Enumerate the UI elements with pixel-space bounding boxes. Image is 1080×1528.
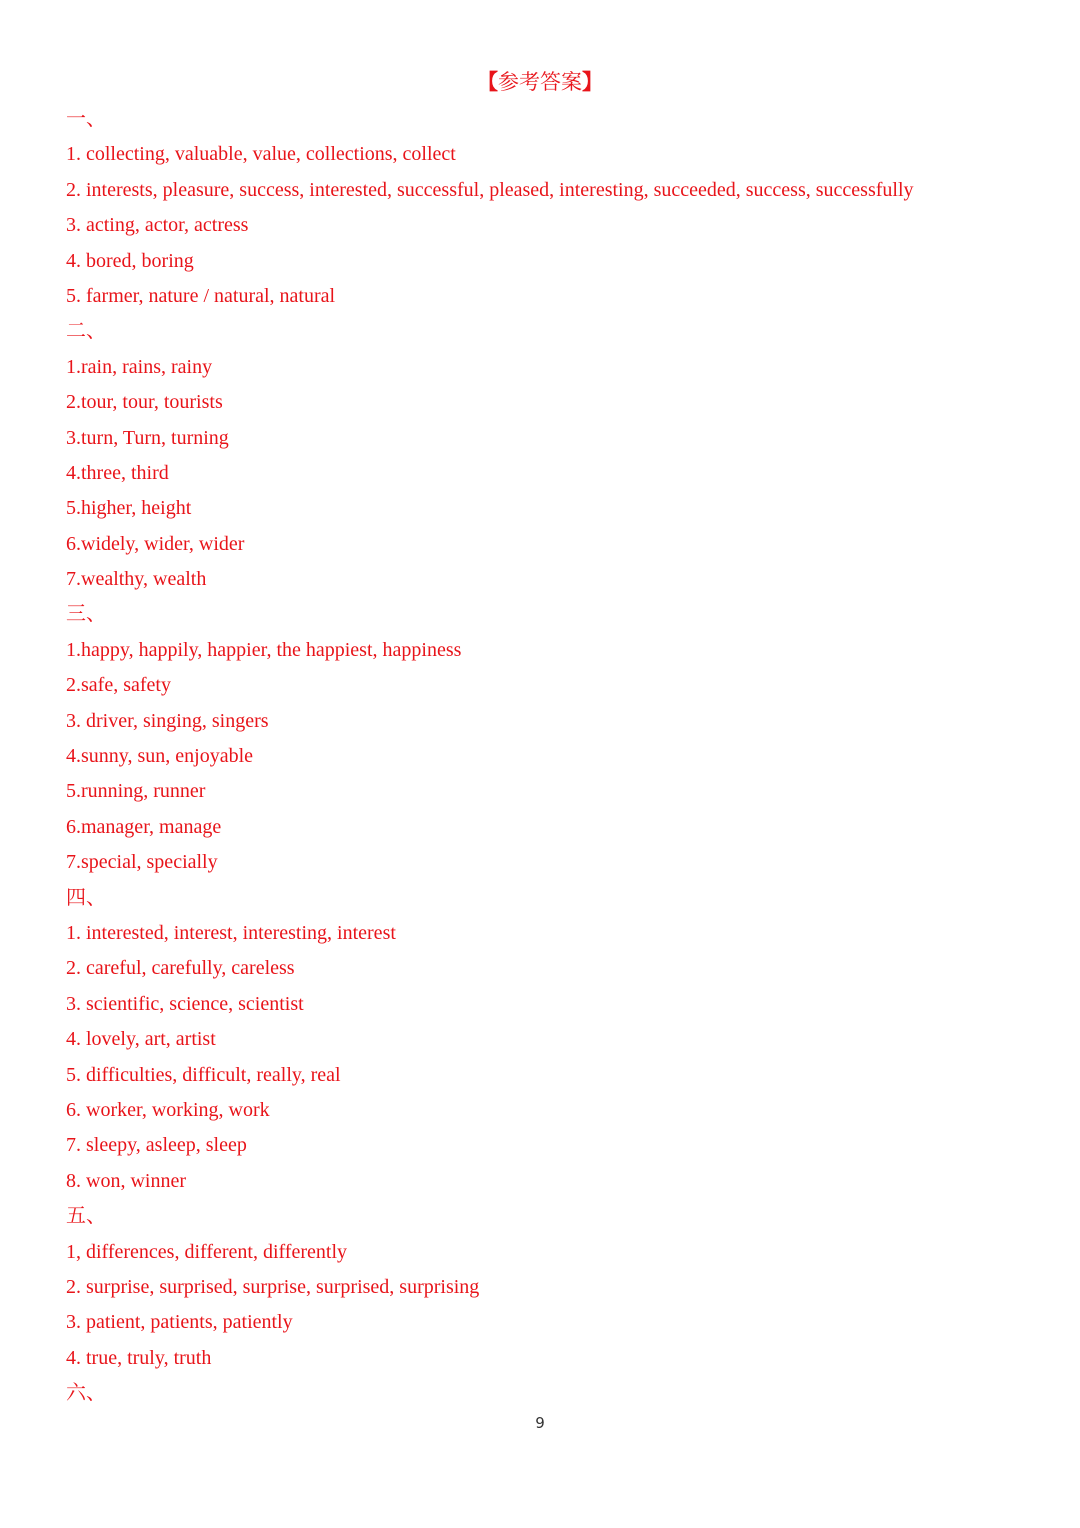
answer-list bbox=[66, 102, 1026, 1411]
answer-line: 4.three, third bbox=[66, 461, 169, 484]
answer-line: 2. careful, carefully, careless bbox=[66, 957, 295, 980]
answer-line: 4.sunny, sun, enjoyable bbox=[66, 745, 254, 768]
answer-line: 1. interested, interest, interesting, interest bbox=[66, 921, 396, 944]
answer-line: 6. worker, working, work bbox=[66, 1098, 270, 1121]
answer-line: 2. surprise, surprised, surprise, surprised, surprising bbox=[66, 1275, 480, 1298]
answer-line: 3. scientific, science, scientist bbox=[66, 992, 304, 1015]
answer-line: 8. won, winner bbox=[66, 1169, 186, 1192]
title-text: 参考答案 bbox=[498, 70, 582, 94]
answer-line: 3. acting, actor, actress bbox=[66, 214, 249, 237]
answer-line: 2.tour, tour, tourists bbox=[66, 391, 223, 414]
answer-line: 1. collecting, valuable, value, collections, collect bbox=[66, 143, 456, 166]
answer-line: 5.higher, height bbox=[66, 497, 192, 520]
section-heading: 一、 bbox=[66, 108, 106, 130]
answer-line: 7. sleepy, asleep, sleep bbox=[66, 1134, 247, 1157]
answer-line: 2.safe, safety bbox=[66, 674, 171, 697]
title-left-bracket: 【 bbox=[477, 70, 498, 94]
section-heading: 三、 bbox=[66, 603, 106, 626]
answer-line: 6.manager, manage bbox=[66, 815, 222, 838]
answer-line: 1, differences, different, differently bbox=[66, 1240, 347, 1263]
answer-line: 5. difficulties, difficult, really, real bbox=[66, 1063, 341, 1086]
section-heading: 五、 bbox=[66, 1205, 106, 1228]
answer-line: 2. interests, pleasure, success, interested, successful, pleased, interesting, succeeded, success, successfully bbox=[66, 178, 914, 201]
answer-line: 5. farmer, nature / natural, natural bbox=[66, 284, 336, 307]
section-heading: 四、 bbox=[66, 886, 106, 909]
answer-line: 4. true, truly, truth bbox=[66, 1346, 212, 1369]
answer-line: 3. driver, singing, singers bbox=[66, 709, 269, 732]
section-heading: 二、 bbox=[66, 320, 106, 343]
answer-key-title bbox=[0, 64, 1080, 100]
answer-line: 1.rain, rains, rainy bbox=[66, 355, 213, 378]
page-number: 9 bbox=[535, 1414, 545, 1432]
answer-line: 7.special, specially bbox=[66, 851, 218, 874]
answer-line: 3. patient, patients, patiently bbox=[66, 1311, 293, 1334]
answer-line: 5.running, runner bbox=[66, 780, 206, 803]
title-right-bracket: 】 bbox=[582, 70, 603, 94]
answer-line: 1.happy, happily, happier, the happiest, happiness bbox=[66, 638, 462, 661]
answer-line: 3.turn, Turn, turning bbox=[66, 426, 229, 449]
section-heading: 六、 bbox=[66, 1382, 106, 1405]
answer-line: 6.widely, wider, wider bbox=[66, 532, 245, 555]
answer-line: 7.wealthy, wealth bbox=[66, 568, 207, 591]
answer-line: 4. bored, boring bbox=[66, 249, 194, 272]
answer-line: 4. lovely, art, artist bbox=[66, 1028, 216, 1051]
